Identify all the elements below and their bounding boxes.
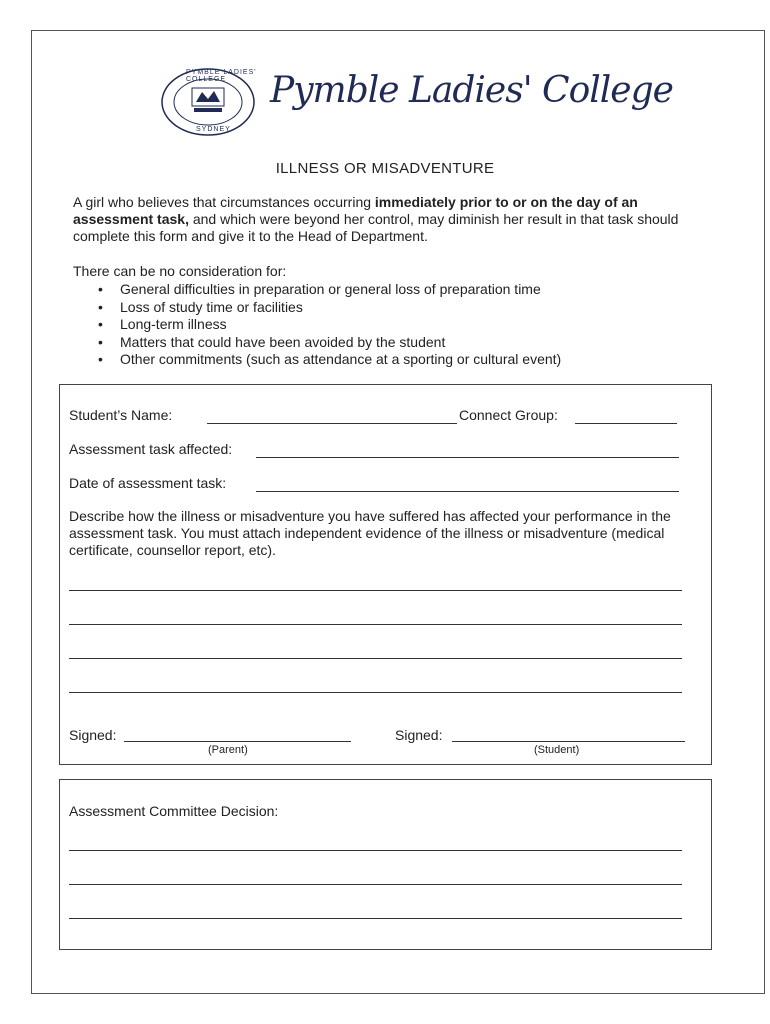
student-name-label: Student’s Name: (69, 407, 173, 423)
description-line[interactable] (69, 692, 682, 693)
list-item: • General difficulties in preparation or general loss of preparation time (98, 281, 561, 299)
intro-bold-text: immediately prior to or on the day of an assessment task, (73, 194, 638, 227)
decision-line[interactable] (69, 850, 682, 851)
page-title: ILLNESS OR MISADVENTURE (275, 160, 495, 177)
intro-text-2: and which were beyond her control, may diminish her result in that task should complete this form and give it to the Head of Department. (73, 211, 679, 244)
student-name-field[interactable] (207, 423, 457, 424)
college-wordmark: Pymble Ladies' College (270, 70, 673, 111)
college-seal-icon (158, 66, 258, 138)
date-field[interactable] (256, 491, 679, 492)
assessment-task-field[interactable] (256, 457, 679, 458)
list-item: • Long-term illness (98, 316, 561, 334)
list-item: • Other commitments (such as attendance at a sporting or cultural event) (98, 351, 561, 369)
decision-line[interactable] (69, 918, 682, 919)
assessment-task-label: Assessment task affected: (69, 441, 233, 457)
describe-instructions: Describe how the illness or misadventure you have suffered has affected your performance in the assessment task. You must attach independent evidence of the illness or misadventure (medical certificate, counsellor report, etc). (69, 508, 671, 558)
list-item: • Loss of study time or facilities (98, 299, 561, 317)
exclusion-list (98, 281, 561, 369)
college-logo (158, 66, 673, 144)
parent-signed-label: Signed: (69, 727, 117, 743)
student-signature-field[interactable] (452, 741, 685, 742)
seal-top-text: PYMBLE LADIES' COLLEGE (186, 69, 257, 83)
intro-paragraph (73, 194, 703, 245)
parent-caption: (Parent) (208, 744, 248, 756)
list-item: • Matters that could have been avoided by the student (98, 334, 561, 352)
description-line[interactable] (69, 624, 682, 625)
decision-line[interactable] (69, 884, 682, 885)
seal-bottom-text: SYDNEY (196, 126, 231, 133)
connect-group-field[interactable] (575, 423, 677, 424)
description-line[interactable] (69, 658, 682, 659)
student-signed-label: Signed: (395, 727, 443, 743)
description-line[interactable] (69, 590, 682, 591)
student-caption: (Student) (534, 744, 580, 756)
committee-decision-label: Assessment Committee Decision: (69, 803, 279, 819)
parent-signature-field[interactable] (124, 741, 351, 742)
no-consideration-heading: There can be no consideration for: (73, 263, 287, 279)
connect-group-label: Connect Group: (459, 407, 558, 423)
date-label: Date of assessment task: (69, 475, 227, 491)
intro-text-1: A girl who believes that circumstances occurring (73, 194, 375, 210)
